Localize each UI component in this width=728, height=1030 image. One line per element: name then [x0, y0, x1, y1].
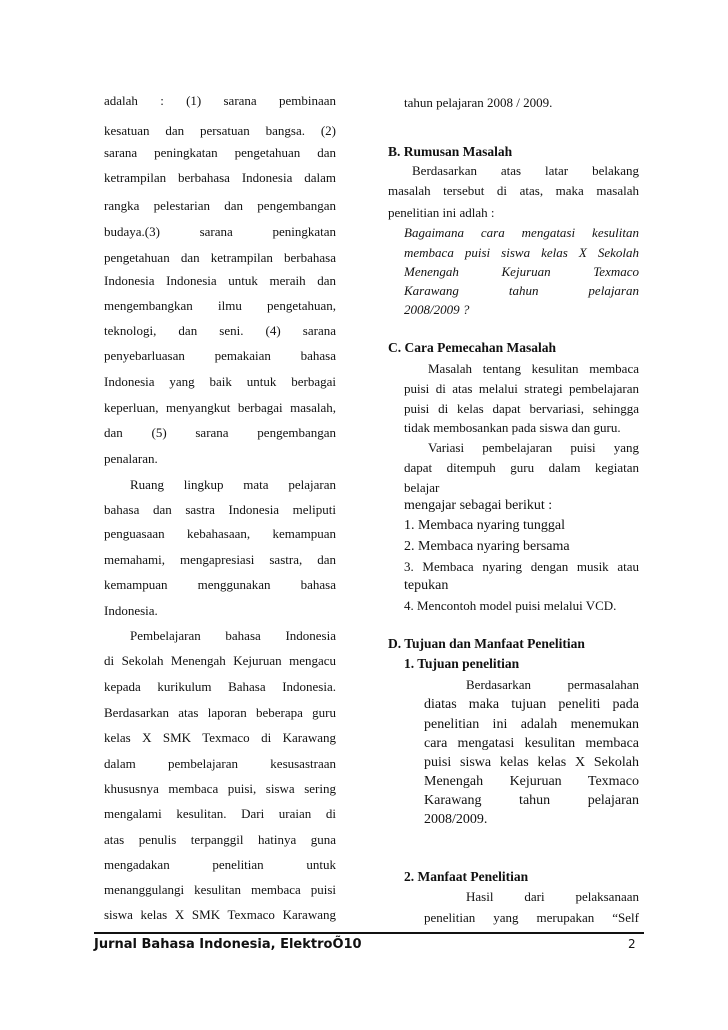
section-c-line: puisi di kelas dapat bervariasi, sehingga [404, 401, 639, 416]
section-d-sub1-line: Berdasarkan permasalahan [466, 677, 639, 692]
section-d-sub2-line: Hasil dari pelaksanaan [466, 889, 639, 904]
section-b-line: masalah tersebut di atas, maka masalah [388, 183, 639, 198]
left-line: adalah : (1) sarana pembinaan [104, 93, 336, 108]
research-question-line: membaca puisi siswa kelas X Sekolah [404, 245, 639, 260]
method-list-item: 4. Mencontoh model puisi melalui VCD. [404, 598, 617, 613]
section-d-sub1-line: 2008/2009. [424, 812, 488, 827]
method-list-item: 3. Membaca nyaring dengan musik atau [404, 559, 639, 574]
right-intro-line: tahun pelajaran 2008 / 2009. [404, 95, 553, 110]
section-c-heading: C. Cara Pemecahan Masalah [388, 340, 556, 355]
left-line: pengetahuan dan ketrampilan berbahasa [104, 250, 336, 265]
left-line: bahasa dan sastra Indonesia meliputi [104, 502, 336, 517]
left-line: mengadakan penelitian untuk [104, 857, 336, 872]
left-line: penyebarluasan pemakaian bahasa [104, 348, 336, 363]
section-d-sub1-line: diatas maka tujuan peneliti pada [424, 697, 639, 712]
section-c-line: puisi di atas melalui strategi pembelajaran [404, 381, 639, 396]
left-line: menanggulangi kesulitan membaca puisi [104, 882, 336, 897]
section-c-line: tidak membosankan pada siswa dan guru. [404, 420, 621, 435]
left-line: rangka pelestarian dan pengembangan [104, 198, 336, 213]
research-question-line: Karawang tahun pelajaran [404, 283, 639, 298]
section-d-heading: D. Tujuan dan Manfaat Penelitian [388, 636, 585, 651]
left-line: memahami, mengapresiasi sastra, dan [104, 552, 336, 567]
left-line: keperluan, menyangkut berbagai masalah, [104, 400, 336, 415]
left-line: dalam pembelajaran kesusastraan [104, 756, 336, 771]
research-question-line: Bagaimana cara mengatasi kesulitan [404, 225, 639, 240]
left-line: mengembangkan ilmu pengetahuan, [104, 298, 336, 313]
left-line: kesatuan dan persatuan bangsa. (2) [104, 123, 336, 138]
left-line: atas penulis terpanggil hatinya guna [104, 832, 336, 847]
left-line: sarana peningkatan pengetahuan dan [104, 145, 336, 160]
left-line: teknologi, dan seni. (4) sarana [104, 323, 336, 338]
section-c-line: Variasi pembelajaran puisi yang [428, 440, 639, 455]
left-line: dan (5) sarana pengembangan [104, 425, 336, 440]
left-line: Berdasarkan atas laporan beberapa guru [104, 705, 336, 720]
left-line: penguasaan kebahasaan, kemampuan [104, 526, 336, 541]
left-line: kemampuan menggunakan bahasa [104, 577, 336, 592]
section-c-line: mengajar sebagai berikut : [404, 498, 553, 513]
method-list-item: 2. Membaca nyaring bersama [404, 539, 570, 554]
section-d-sub1-line: puisi siswa kelas kelas X Sekolah [424, 755, 639, 770]
section-d-sub1-line: cara mengatasi kesulitan membaca [424, 736, 639, 751]
section-d-sub2-heading: 2. Manfaat Penelitian [404, 869, 529, 884]
left-line: Indonesia Indonesia untuk meraih dan [104, 273, 336, 288]
left-line: di Sekolah Menengah Kejuruan mengacu [104, 653, 336, 668]
section-c-line: dapat ditempuh guru dalam kegiatan [404, 460, 639, 475]
left-line: budaya.(3) sarana peningkatan [104, 224, 336, 239]
left-line: siswa kelas X SMK Texmaco Karawang [104, 907, 336, 922]
left-line: penalaran. [104, 451, 158, 466]
research-question-line: 2008/2009 ? [404, 302, 470, 317]
left-line: Pembelajaran bahasa Indonesia [130, 628, 336, 643]
section-d-sub1-line: Karawang tahun pelajaran [424, 793, 639, 808]
footer-divider [94, 932, 644, 934]
page-number: 2 [628, 937, 636, 951]
section-b-line: penelitian ini adlah : [388, 205, 495, 220]
research-question-line: Menengah Kejuruan Texmaco [404, 264, 639, 279]
left-line: Indonesia. [104, 603, 158, 618]
method-list-item: 1. Membaca nyaring tunggal [404, 518, 565, 533]
method-list-item: tepukan [404, 578, 449, 593]
section-d-sub2-line: penelitian yang merupakan “Self [424, 910, 639, 925]
left-line: kepada kurikulum Bahasa Indonesia. [104, 679, 336, 694]
left-line: mengalami kesulitan. Dari uraian di [104, 806, 336, 821]
left-line: Indonesia yang baik untuk berbagai [104, 374, 336, 389]
section-b-line: Berdasarkan atas latar belakang [412, 163, 639, 178]
journal-title: Jurnal Bahasa Indonesia, ElektroÕ10 [94, 937, 362, 952]
section-c-line: Masalah tentang kesulitan membaca [428, 361, 639, 376]
section-b-heading: B. Rumusan Masalah [388, 144, 513, 159]
section-d-sub1-heading: 1. Tujuan penelitian [404, 656, 520, 671]
left-line: ketrampilan berbahasa Indonesia dalam [104, 170, 336, 185]
left-line: kelas X SMK Texmaco di Karawang [104, 730, 336, 745]
section-c-line: belajar [404, 480, 440, 495]
section-d-sub1-line: penelitian ini adalah menemukan [424, 717, 639, 732]
section-d-sub1-line: Menengah Kejuruan Texmaco [424, 774, 639, 789]
left-line: khususnya membaca puisi, siswa sering [104, 781, 336, 796]
left-line: Ruang lingkup mata pelajaran [130, 477, 336, 492]
